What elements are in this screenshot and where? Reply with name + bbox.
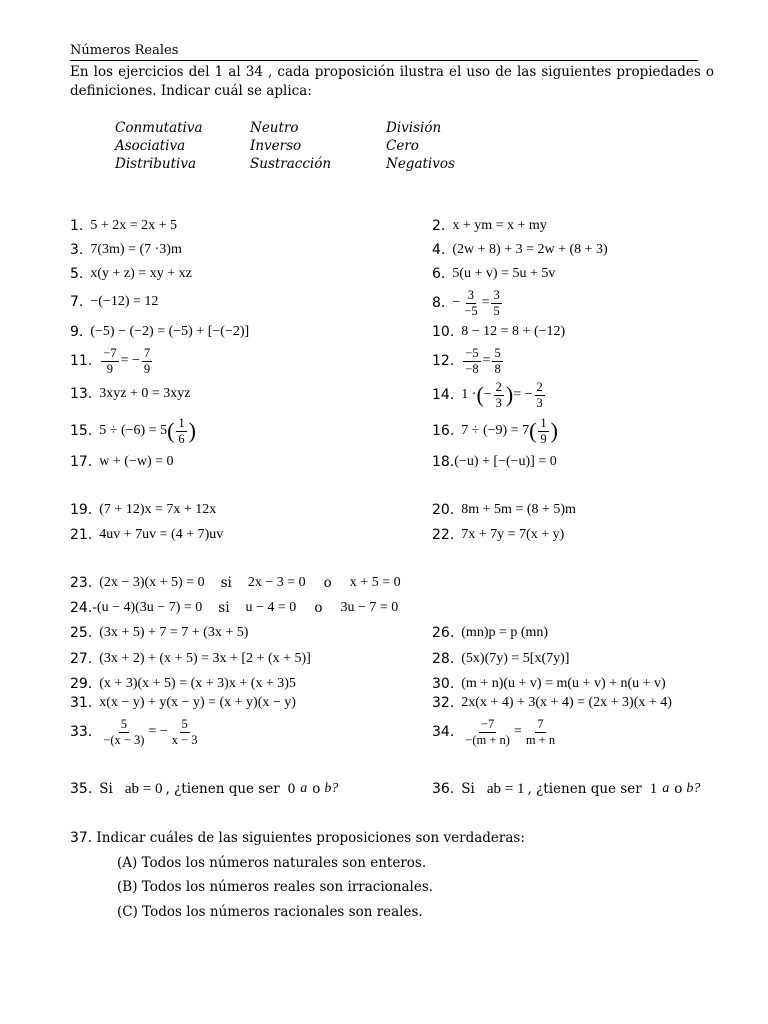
denominator: 5: [493, 303, 500, 318]
numerator: 5: [120, 716, 127, 731]
exercise-number: 1.: [70, 218, 84, 234]
word-o: o: [323, 575, 332, 591]
one-times: 1 ·: [461, 387, 477, 402]
left-paren: (: [167, 418, 175, 443]
minus-sign: −: [452, 295, 461, 310]
fraction: [463, 718, 512, 747]
exercise-number: 20.: [432, 502, 455, 518]
condition-2: 3u − 7 = 0: [340, 600, 399, 615]
exercise-expression: (mn)p = p (mn): [461, 625, 549, 640]
exercise-number: 9.: [70, 324, 84, 340]
exercise-28: [432, 649, 569, 669]
fraction: [101, 347, 118, 376]
denominator: 3: [536, 395, 543, 410]
exercise-29: [70, 674, 296, 694]
exercise-number: 3.: [70, 242, 84, 258]
exercise-18: [432, 452, 557, 472]
exercise-34: [432, 716, 559, 748]
question-text: , ¿tienen que ser: [527, 781, 642, 797]
denominator: m + n: [525, 732, 556, 747]
exercise-9: [70, 322, 249, 342]
exercise-expression: 2x(x + 4) + 3(x + 4) = (2x + 3)(x + 4): [461, 695, 672, 710]
equals-minus: = −: [120, 353, 140, 368]
value: 1: [649, 781, 658, 797]
exercise-35: [70, 779, 338, 799]
word-o: o: [312, 781, 321, 797]
fraction: [535, 381, 545, 410]
denominator: 6: [178, 431, 185, 446]
numerator: 3: [467, 287, 475, 302]
exercise-expression: 5 + 2x = 2x + 5: [90, 218, 178, 233]
exercise-30: [432, 674, 666, 694]
question-text: . Indicar cuáles de las siguientes proposiciones son verdaderas:: [87, 830, 525, 846]
exercise-number: 8.: [432, 295, 446, 311]
exercise-expression: w + (−w) = 0: [99, 454, 174, 469]
exercise-number: 25.: [70, 625, 93, 641]
numerator: −5: [465, 345, 479, 360]
exercise-number: 5.: [70, 266, 84, 282]
exercise-expression: x(x − y) + y(x − y) = (x + y)(x − y): [99, 695, 296, 710]
property-division: División: [386, 120, 442, 136]
exercise-expression: 5(u + v) = 5u + 5v: [452, 266, 556, 281]
var-b: b?: [324, 781, 339, 796]
exercise-expression: (3x + 5) + 7 = 7 + (3x + 5): [99, 625, 249, 640]
right-paren: ): [550, 418, 558, 443]
exercise-expression: (−u) + [−(−u)] = 0: [454, 454, 557, 469]
denominator: 9: [540, 431, 547, 446]
property-distributive: Distributiva: [115, 156, 197, 172]
condition: ab = 0: [124, 781, 163, 797]
property-zero: Cero: [386, 138, 419, 154]
var-b: b?: [686, 781, 701, 796]
exercise-14: [432, 380, 547, 410]
property-subtraction: Sustracción: [250, 156, 332, 172]
exercise-number: 28.: [432, 651, 455, 667]
exercise-15: [70, 416, 196, 446]
numerator: 7: [143, 345, 151, 360]
exercise-expression: [92, 598, 398, 618]
condition: ab = 1: [486, 781, 525, 797]
exercise-36: [432, 779, 700, 799]
exercise-number: 6.: [432, 266, 446, 282]
property-negatives: Negativos: [386, 156, 455, 172]
exercise-32: [432, 693, 672, 713]
exercise-5: [70, 264, 192, 284]
property-identity: Neutro: [250, 120, 299, 136]
property-associative: Asociativa: [115, 138, 186, 154]
exercise-number: 19.: [70, 502, 93, 518]
exercise-33: [70, 716, 202, 748]
var-a: a: [662, 781, 670, 796]
numerator: 5: [494, 345, 501, 360]
condition-1: u − 4 = 0: [245, 600, 297, 615]
exercise-number: 2.: [432, 218, 446, 234]
fraction: [170, 718, 200, 747]
fraction: [463, 347, 480, 376]
word-si: Si: [461, 781, 475, 797]
exercise-number: 21.: [70, 527, 93, 543]
exercise-expression: −(−12) = 12: [90, 294, 159, 309]
exercise-24: [70, 598, 398, 618]
numerator: 3: [493, 287, 500, 302]
numerator: 5: [181, 716, 188, 731]
exercise-number: 17.: [70, 454, 93, 470]
exercise-37: [70, 828, 525, 848]
option-a: (A) Todos los números naturales son enteros.: [117, 855, 427, 871]
exercise-3: [70, 240, 182, 260]
exercise-number: 16.: [432, 423, 455, 439]
exercise-expression: (5x)(7y) = 5[x(7y)]: [461, 651, 570, 666]
property-commutative: Conmutativa: [115, 120, 203, 136]
var-a: a: [300, 781, 308, 796]
exercise-11: [70, 346, 154, 376]
exercise-expression: [99, 417, 196, 446]
exercise-number: 29.: [70, 676, 93, 692]
exercise-number: 31.: [70, 695, 93, 711]
exercise-number: 13.: [70, 386, 93, 402]
instructions: En los ejercicios del 1 al 34 , cada proposición ilustra el uso de las siguientes propiedades o definiciones. Indicar cuál se aplica:: [70, 64, 714, 99]
question-text: , ¿tienen que ser: [165, 781, 280, 797]
numerator: −7: [103, 345, 117, 360]
exercise-expression: 3xyz + 0 = 3xyz: [99, 386, 191, 401]
equation: -(u − 4)(3u − 7) = 0: [92, 600, 203, 615]
exercise-7: [70, 292, 158, 312]
exercise-number: 36.: [432, 781, 455, 797]
exercise-19: [70, 500, 216, 520]
exercise-number: 4.: [432, 242, 446, 258]
exercise-13: [70, 384, 190, 404]
denominator: −5: [464, 303, 478, 318]
exercise-number: 14.: [432, 387, 455, 403]
denominator: 8: [494, 361, 501, 376]
exercise-expression: [99, 718, 201, 747]
exercise-expression: (3x + 2) + (x + 5) = 3x + [2 + (x + 5)]: [99, 651, 311, 666]
exercise-expression: (x + 3)(x + 5) = (x + 3)x + (x + 3)5: [99, 676, 296, 691]
exercise-6: [432, 264, 555, 284]
exercise-25: [70, 623, 248, 643]
exercise-expression: (2w + 8) + 3 = 2w + (8 + 3): [452, 242, 608, 257]
exercise-number: 26.: [432, 625, 455, 641]
denominator: −(m + n): [465, 732, 510, 747]
exercise-number: 18.: [432, 454, 455, 470]
exercise-expression: (−5) − (−2) = (−5) + [−(−2)]: [90, 324, 250, 339]
left-paren: (: [476, 382, 484, 407]
exercise-expression: (7 + 12)x = 7x + 12x: [99, 502, 217, 517]
exercise-10: [432, 322, 565, 342]
exercise-number: 11.: [70, 353, 93, 369]
exercise-number: 34.: [432, 724, 455, 740]
word-si: si: [220, 575, 232, 591]
page-title: Números Reales: [70, 43, 698, 61]
exercise-number: 27.: [70, 651, 93, 667]
denominator: 3: [495, 395, 502, 410]
option-b: (B) Todos los números reales son irracionales.: [117, 879, 434, 895]
numerator: 7: [537, 716, 544, 731]
exercise-expression: [452, 289, 503, 318]
exercise-expression: [99, 573, 400, 593]
option-c: (C) Todos los números racionales son reales.: [117, 904, 423, 920]
exercise-number: 33.: [70, 724, 93, 740]
exercise-number: 24.: [70, 600, 93, 616]
equation: (2x − 3)(x + 5) = 0: [99, 575, 205, 590]
exercise-8: [432, 288, 504, 318]
numerator: −7: [480, 716, 495, 731]
exercise-number: 12.: [432, 353, 455, 369]
exercise-expression: (m + n)(u + v) = m(u + v) + n(u + v): [461, 676, 666, 691]
exercise-expression: x + ym = x + my: [452, 218, 547, 233]
exercise-26: [432, 623, 548, 643]
minus-sign: −: [483, 387, 492, 402]
exercise-1: [70, 216, 177, 236]
fraction: [142, 347, 152, 376]
equals-sign: =: [513, 724, 522, 739]
fraction: [101, 718, 146, 747]
denominator: 9: [106, 361, 114, 376]
numerator: 1: [178, 415, 185, 430]
exercise-expression: [461, 381, 547, 410]
condition-2: x + 5 = 0: [349, 575, 401, 590]
exercise-expression: 4uv + 7uv = (4 + 7)uv: [99, 527, 224, 542]
expression-left: 5 ÷ (−6) = 5: [99, 423, 168, 438]
equals-minus: = −: [513, 387, 533, 402]
exercise-number: 30.: [432, 676, 455, 692]
exercise-number: 23.: [70, 575, 93, 591]
fraction: [538, 417, 548, 446]
word-o: o: [314, 600, 323, 616]
fraction: [491, 289, 501, 318]
equals-minus: = −: [148, 724, 168, 739]
numerator: 1: [540, 415, 547, 430]
exercise-expression: [461, 718, 559, 747]
equals-sign: =: [481, 295, 490, 310]
left-paren: (: [529, 418, 537, 443]
exercise-2: [432, 216, 547, 236]
exercise-number: 32.: [432, 695, 455, 711]
property-inverse: Inverso: [250, 138, 302, 154]
exercise-number: 37: [70, 830, 88, 846]
fraction: [462, 289, 479, 318]
word-si: Si: [99, 781, 113, 797]
numerator: 2: [495, 379, 502, 394]
exercise-31: [70, 693, 296, 713]
exercise-16: [432, 416, 558, 446]
exercise-expression: [99, 347, 154, 376]
exercise-23: [70, 573, 401, 593]
denominator: x − 3: [171, 732, 198, 747]
fraction: [494, 381, 504, 410]
exercise-number: 35.: [70, 781, 93, 797]
value: 0: [287, 781, 296, 797]
exercise-expression: 7x + 7y = 7(x + y): [461, 527, 565, 542]
exercise-number: 15.: [70, 423, 93, 439]
numerator: 2: [536, 379, 543, 394]
fraction: [492, 347, 502, 376]
expression-left: 7 ÷ (−9) = 7: [461, 423, 530, 438]
denominator: −8: [465, 361, 479, 376]
equals-sign: =: [482, 353, 491, 368]
exercise-expression: [461, 417, 558, 446]
exercise-expression: 7(3m) = (7 ·3)m: [90, 242, 182, 257]
exercise-20: [432, 500, 576, 520]
exercise-22: [432, 525, 564, 545]
exercise-expression: x(y + z) = xy + xz: [90, 266, 192, 281]
exercise-17: [70, 452, 174, 472]
exercise-number: 7.: [70, 294, 84, 310]
right-paren: ): [188, 418, 196, 443]
word-si: si: [218, 600, 230, 616]
exercise-expression: 8 − 12 = 8 + (−12): [461, 324, 566, 339]
exercise-expression: [461, 347, 504, 376]
denominator: 9: [143, 361, 151, 376]
condition-1: 2x − 3 = 0: [247, 575, 306, 590]
exercise-21: [70, 525, 223, 545]
exercise-27: [70, 649, 311, 669]
denominator: −(x − 3): [103, 732, 145, 747]
exercise-number: 10.: [432, 324, 455, 340]
exercise-12: [432, 346, 505, 376]
fraction: [524, 718, 557, 747]
word-o: o: [674, 781, 683, 797]
right-paren: ): [505, 382, 514, 407]
exercise-number: 22.: [432, 527, 455, 543]
exercise-4: [432, 240, 608, 260]
exercise-expression: 8m + 5m = (8 + 5)m: [461, 502, 576, 517]
fraction: [176, 417, 186, 446]
